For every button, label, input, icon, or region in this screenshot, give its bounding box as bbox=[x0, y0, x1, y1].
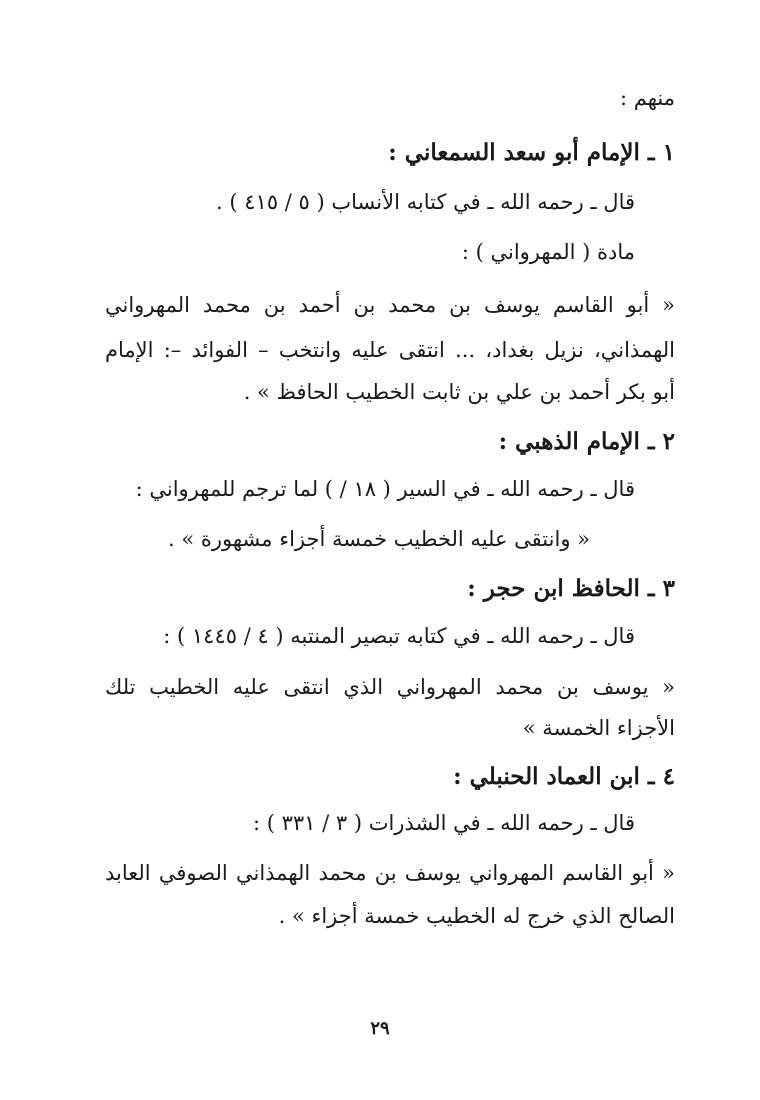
quote-ibn-hajar-line-2: الأجزاء الخمسة » bbox=[522, 716, 675, 740]
quote-samani-line-3: أبو بكر أحمد بن علي بن ثابت الخطيب الحافظ » . bbox=[243, 380, 675, 404]
quote-ibn-hajar-line-1: « يوسف بن محمد المهرواني الذي انتقى عليه الخطيب تلك bbox=[105, 675, 675, 699]
heading-dhahabi: ٢ ـ الإمام الذهبي : bbox=[498, 428, 675, 455]
citation-ansab: قال ـ رحمه الله ـ في كتابه الأنساب ( ٥ / ٤١٥ ) . bbox=[216, 190, 635, 214]
entry-title-mahrawani: مادة ( المهرواني ) : bbox=[461, 240, 635, 264]
page-number: ٢٩ bbox=[370, 1018, 390, 1039]
quote-ibn-al-imad-line-1: « أبو القاسم المهرواني يوسف بن محمد الهمذاني الصوفي العابد bbox=[105, 861, 675, 885]
citation-tabsir: قال ـ رحمه الله ـ في كتابه تبصير المنتبه ( ٤ / ١٤٤٥ ) : bbox=[163, 624, 635, 648]
intro-line: منهم : bbox=[620, 86, 675, 110]
heading-ibn-al-imad: ٤ ـ ابن العماد الحنبلي : bbox=[453, 763, 675, 790]
quote-ibn-al-imad-line-2: الصالح الذي خرج له الخطيب خمسة أجزاء » . bbox=[278, 904, 675, 928]
heading-samani: ١ ـ الإمام أبو سعد السمعاني : bbox=[388, 139, 675, 166]
heading-ibn-hajar: ٣ ـ الحافظ ابن حجر : bbox=[467, 575, 675, 602]
quote-samani-line-1: « أبو القاسم يوسف بن محمد بن أحمد بن محمد المهرواني bbox=[105, 293, 675, 317]
citation-shadharat: قال ـ رحمه الله ـ في الشذرات ( ٣ / ٣٣١ ) : bbox=[252, 811, 635, 835]
quote-samani-line-2: الهمذاني، نزيل بغداد، ... انتقى عليه وانتخب – الفوائد –: الإمام bbox=[105, 338, 675, 362]
quote-dhahabi: « وانتقى عليه الخطيب خمسة أجزاء مشهورة » . bbox=[168, 527, 590, 551]
citation-siyar: قال ـ رحمه الله ـ في السير ( ١٨ / ) لما ترجم للمهرواني : bbox=[135, 477, 635, 501]
